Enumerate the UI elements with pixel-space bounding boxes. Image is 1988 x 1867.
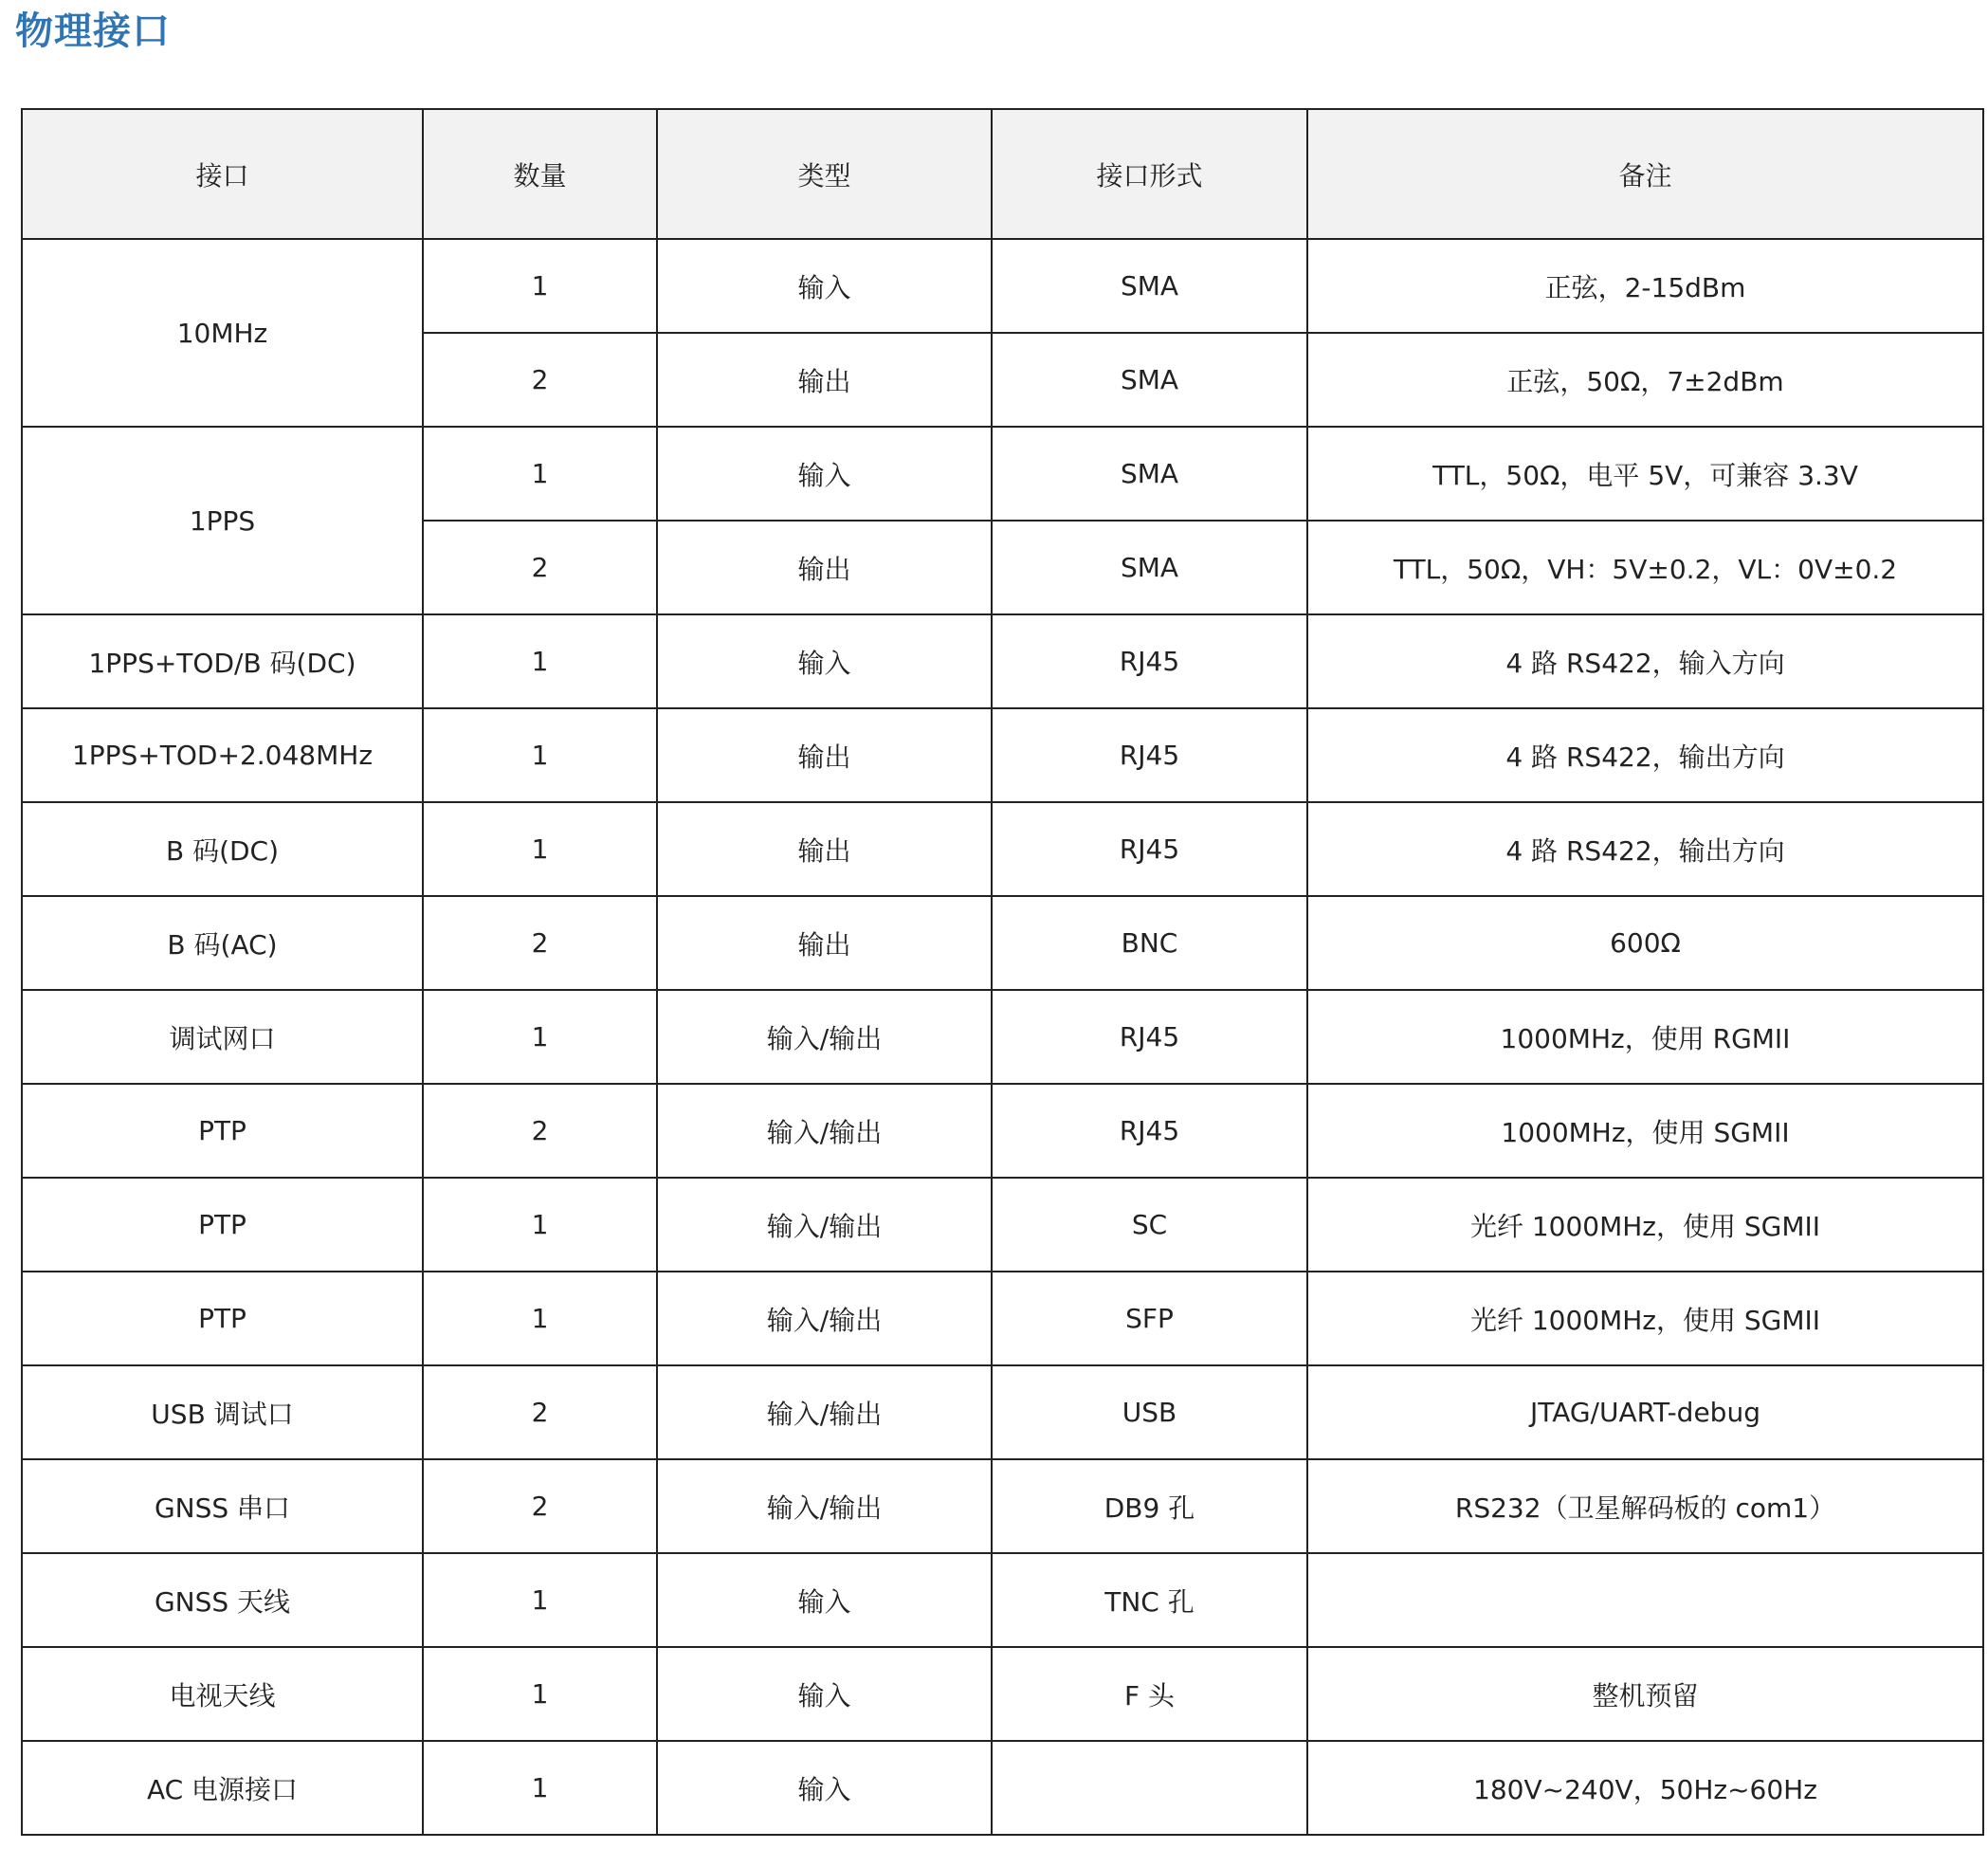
cell-note: 1000MHz，使用 RGMII: [1307, 990, 1983, 1084]
cell-interface: 调试网口: [22, 990, 423, 1084]
cell-interface: AC 电源接口: [22, 1741, 423, 1835]
cell-type: 输入: [657, 427, 992, 521]
cell-interface: PTP: [22, 1178, 423, 1272]
cell-interface: 1PPS+TOD/B 码(DC): [22, 614, 423, 708]
cell-interface: PTP: [22, 1272, 423, 1365]
cell-form: RJ45: [992, 1084, 1307, 1178]
cell-interface: GNSS 串口: [22, 1459, 423, 1553]
table-row: [22, 896, 1983, 990]
cell-quantity: 1: [423, 427, 657, 521]
cell-form: RJ45: [992, 614, 1307, 708]
cell-form: SMA: [992, 427, 1307, 521]
cell-type: 输出: [657, 802, 992, 896]
cell-interface: PTP: [22, 1084, 423, 1178]
cell-note: 光纤 1000MHz，使用 SGMII: [1307, 1272, 1983, 1365]
cell-interface: 1PPS: [22, 427, 423, 614]
cell-note: JTAG/UART-debug: [1307, 1365, 1983, 1459]
cell-type: 输出: [657, 896, 992, 990]
cell-type: 输出: [657, 521, 992, 614]
cell-quantity: 1: [423, 1741, 657, 1835]
table-row: [22, 1647, 1983, 1741]
cell-interface: 电视天线: [22, 1647, 423, 1741]
header-note: 备注: [1307, 109, 1983, 239]
table-row: [22, 1084, 1983, 1178]
table-row: [22, 802, 1983, 896]
cell-type: 输入/输出: [657, 1178, 992, 1272]
cell-quantity: 1: [423, 1553, 657, 1647]
cell-note: 1000MHz，使用 SGMII: [1307, 1084, 1983, 1178]
cell-quantity: 1: [423, 239, 657, 333]
cell-type: 输入: [657, 1647, 992, 1741]
page-title: 物理接口: [15, 9, 171, 53]
cell-form: RJ45: [992, 802, 1307, 896]
cell-interface: B 码(AC): [22, 896, 423, 990]
cell-quantity: 2: [423, 1084, 657, 1178]
cell-quantity: 2: [423, 896, 657, 990]
cell-type: 输入/输出: [657, 1084, 992, 1178]
cell-form: DB9 孔: [992, 1459, 1307, 1553]
cell-interface: GNSS 天线: [22, 1553, 423, 1647]
cell-form: SMA: [992, 239, 1307, 333]
cell-form: SFP: [992, 1272, 1307, 1365]
header-type: 类型: [657, 109, 992, 239]
cell-quantity: 1: [423, 708, 657, 802]
cell-interface: B 码(DC): [22, 802, 423, 896]
table-row: [22, 1741, 1983, 1835]
cell-form: SMA: [992, 333, 1307, 427]
table-row: [22, 1178, 1983, 1272]
cell-form: [992, 1741, 1307, 1835]
cell-interface: 1PPS+TOD+2.048MHz: [22, 708, 423, 802]
table-row: [22, 1459, 1983, 1553]
cell-form: TNC 孔: [992, 1553, 1307, 1647]
table-row: [22, 1365, 1983, 1459]
table-row: [22, 427, 1983, 521]
cell-form: SMA: [992, 521, 1307, 614]
cell-note: 光纤 1000MHz，使用 SGMII: [1307, 1178, 1983, 1272]
table-row: [22, 708, 1983, 802]
cell-quantity: 2: [423, 521, 657, 614]
cell-note: TTL，50Ω，VH：5V±0.2，VL：0V±0.2: [1307, 521, 1983, 614]
cell-quantity: 1: [423, 1647, 657, 1741]
cell-quantity: 1: [423, 802, 657, 896]
cell-quantity: 1: [423, 614, 657, 708]
cell-type: 输入: [657, 614, 992, 708]
cell-quantity: 2: [423, 1459, 657, 1553]
header-interface: 接口: [22, 109, 423, 239]
cell-form: SC: [992, 1178, 1307, 1272]
cell-form: USB: [992, 1365, 1307, 1459]
cell-type: 输入: [657, 1553, 992, 1647]
cell-note: RS232（卫星解码板的 com1）: [1307, 1459, 1983, 1553]
table-row: [22, 1553, 1983, 1647]
cell-quantity: 1: [423, 1272, 657, 1365]
cell-type: 输出: [657, 333, 992, 427]
cell-form: BNC: [992, 896, 1307, 990]
table-header-row: [22, 109, 1983, 239]
cell-type: 输入/输出: [657, 1272, 992, 1365]
header-quantity: 数量: [423, 109, 657, 239]
cell-form: F 头: [992, 1647, 1307, 1741]
cell-type: 输入: [657, 1741, 992, 1835]
cell-note: TTL，50Ω，电平 5V，可兼容 3.3V: [1307, 427, 1983, 521]
cell-note: 正弦，2-15dBm: [1307, 239, 1983, 333]
cell-form: RJ45: [992, 708, 1307, 802]
cell-interface: USB 调试口: [22, 1365, 423, 1459]
cell-type: 输出: [657, 708, 992, 802]
cell-quantity: 1: [423, 1178, 657, 1272]
header-form: 接口形式: [992, 109, 1307, 239]
cell-note: 600Ω: [1307, 896, 1983, 990]
cell-type: 输入: [657, 239, 992, 333]
cell-note: 正弦，50Ω，7±2dBm: [1307, 333, 1983, 427]
table-row: [22, 239, 1983, 333]
cell-quantity: 2: [423, 1365, 657, 1459]
table-row: [22, 1272, 1983, 1365]
cell-note: 4 路 RS422，输出方向: [1307, 802, 1983, 896]
cell-interface: 10MHz: [22, 239, 423, 427]
cell-note: 4 路 RS422，输出方向: [1307, 708, 1983, 802]
cell-note: [1307, 1553, 1983, 1647]
cell-type: 输入/输出: [657, 1459, 992, 1553]
physical-interface-table: [21, 108, 1984, 1836]
table-row: [22, 614, 1983, 708]
cell-note: 180V~240V，50Hz~60Hz: [1307, 1741, 1983, 1835]
cell-quantity: 1: [423, 990, 657, 1084]
cell-note: 4 路 RS422，输入方向: [1307, 614, 1983, 708]
cell-form: RJ45: [992, 990, 1307, 1084]
cell-note: 整机预留: [1307, 1647, 1983, 1741]
cell-quantity: 2: [423, 333, 657, 427]
cell-type: 输入/输出: [657, 1365, 992, 1459]
cell-type: 输入/输出: [657, 990, 992, 1084]
table-row: [22, 990, 1983, 1084]
